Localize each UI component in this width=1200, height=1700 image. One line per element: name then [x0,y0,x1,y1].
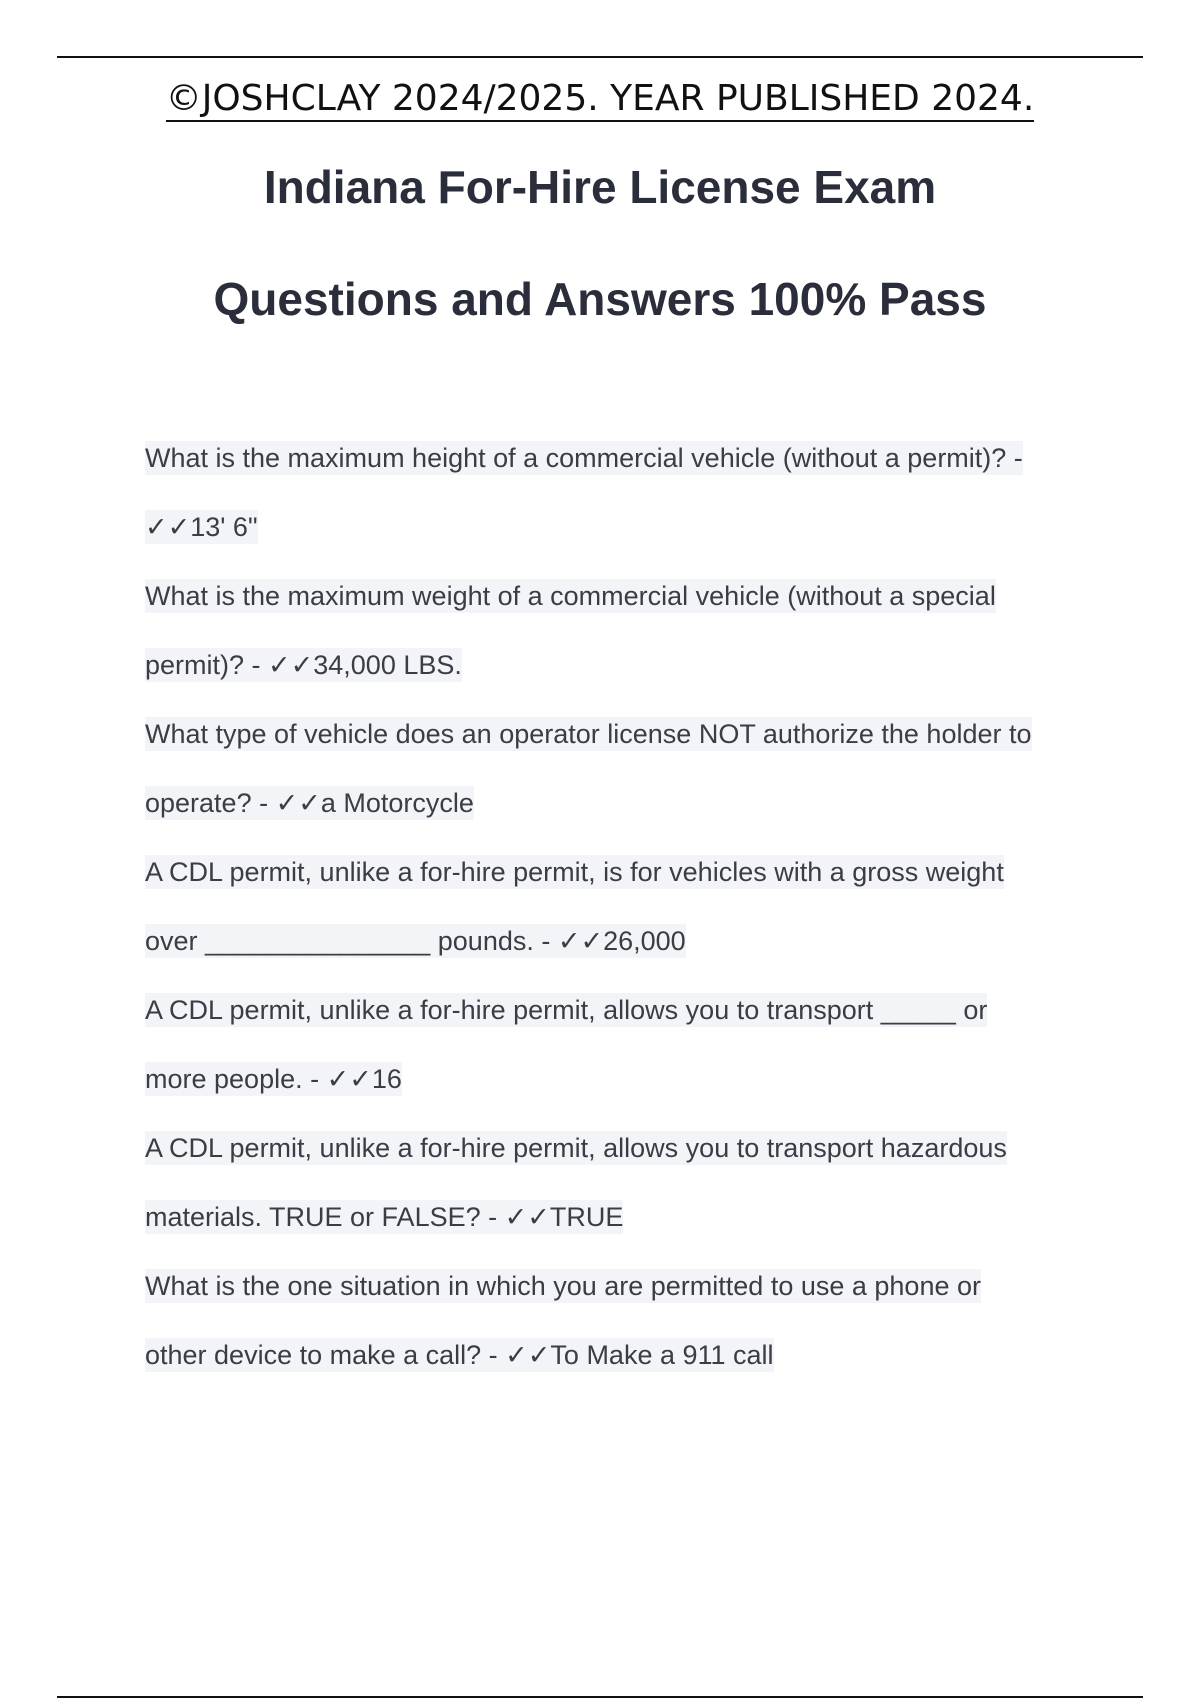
answer-text: materials. TRUE or FALSE? - ✓✓TRUE [145,1202,624,1232]
question-text: What is the maximum weight of a commercial vehicle (without a special [145,581,996,611]
qa-line [145,647,1085,716]
qa-line [145,1130,1085,1199]
answer-text: more people. - ✓✓16 [145,1064,402,1094]
question-text: A CDL permit, unlike a for-hire permit, is for vehicles with a gross weight [145,857,1004,887]
question-text: A CDL permit, unlike a for-hire permit, allows you to transport _____ or [145,995,988,1025]
copyright-header-text: ©JOSHCLAY 2024/2025. YEAR PUBLISHED 2024. [166,78,1035,122]
answer-text: over _______________ pounds. - ✓✓26,000 [145,926,686,956]
qa-line [145,923,1085,992]
qa-line [145,509,1085,578]
qa-line [145,1199,1085,1268]
document-title-line-1: Indiana For-Hire License Exam [263,161,937,213]
answer-text: other device to make a call? - ✓✓To Make a 911 call [145,1340,774,1370]
qa-line [145,1061,1085,1130]
qa-line [145,1337,1085,1406]
qa-line [145,578,1085,647]
qa-line [145,716,1085,785]
question-text: What is the maximum height of a commercial vehicle (without a permit)? - [145,443,1023,473]
bottom-rule [57,1696,1143,1698]
qa-line [145,854,1085,923]
question-text: A CDL permit, unlike a for-hire permit, allows you to transport hazardous [145,1133,1007,1163]
question-text: What is the one situation in which you are permitted to use a phone or [145,1271,981,1301]
answer-text: operate? - ✓✓a Motorcycle [145,788,474,818]
copyright-header [0,78,1200,119]
qa-list [145,440,1085,1406]
answer-text: permit)? - ✓✓34,000 LBS. [145,650,462,680]
qa-line [145,440,1085,509]
top-rule [57,56,1143,58]
qa-line [145,785,1085,854]
question-text: What type of vehicle does an operator license NOT authorize the holder to [145,719,1032,749]
document-title-line-2: Questions and Answers 100% Pass [213,273,987,325]
qa-line [145,1268,1085,1337]
qa-line [145,992,1085,1061]
answer-text: ✓✓13' 6" [145,512,258,542]
